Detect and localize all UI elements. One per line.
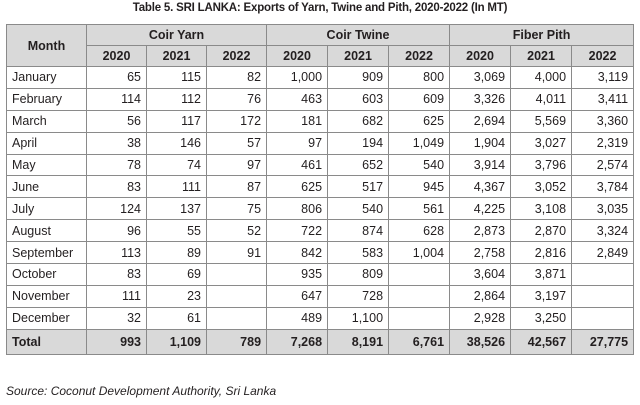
table-body [7,67,634,330]
value-cell [572,307,634,329]
header-row-years [7,46,634,67]
value-cell: 1,049 [389,132,450,154]
value-cell: 5,569 [511,110,572,132]
header-year: 2021 [328,46,389,67]
header-group-coir-twine: Coir Twine [267,25,450,46]
value-cell [389,285,450,307]
value-cell: 89 [147,242,207,264]
value-cell: 463 [267,88,328,110]
value-cell: 2,928 [450,307,511,329]
month-cell: February [7,88,87,110]
value-cell: 809 [328,264,389,286]
value-cell: 83 [87,264,147,286]
value-cell: 682 [328,110,389,132]
month-cell: September [7,242,87,264]
value-cell [572,264,634,286]
value-cell: 728 [328,285,389,307]
value-cell: 2,870 [511,220,572,242]
value-cell: 23 [147,285,207,307]
month-cell: November [7,285,87,307]
value-cell: 181 [267,110,328,132]
month-cell: December [7,307,87,329]
value-cell: 61 [147,307,207,329]
month-cell: April [7,132,87,154]
value-cell: 56 [87,110,147,132]
value-cell: 3,035 [572,198,634,220]
total-label: Total [7,329,87,354]
value-cell: 489 [267,307,328,329]
value-cell: 4,225 [450,198,511,220]
exports-table [6,24,634,355]
table-row [7,220,634,242]
source-note: Source: Coconut Development Authority, Sri Lanka [6,384,277,398]
value-cell: 583 [328,242,389,264]
month-cell: July [7,198,87,220]
value-cell: 647 [267,285,328,307]
value-cell [572,285,634,307]
value-cell: 652 [328,154,389,176]
value-cell: 2,864 [450,285,511,307]
value-cell: 111 [147,176,207,198]
table-row [7,154,634,176]
value-cell [207,307,267,329]
value-cell: 113 [87,242,147,264]
total-cell: 27,775 [572,329,634,354]
table-row [7,67,634,89]
value-cell: 172 [207,110,267,132]
value-cell: 146 [147,132,207,154]
value-cell: 909 [328,67,389,89]
total-row [7,329,634,354]
value-cell: 2,574 [572,154,634,176]
value-cell: 117 [147,110,207,132]
value-cell: 806 [267,198,328,220]
value-cell: 75 [207,198,267,220]
value-cell: 96 [87,220,147,242]
table-row [7,88,634,110]
value-cell [389,307,450,329]
value-cell: 3,324 [572,220,634,242]
value-cell: 874 [328,220,389,242]
value-cell: 3,784 [572,176,634,198]
value-cell: 3,069 [450,67,511,89]
header-year: 2020 [267,46,328,67]
value-cell: 3,250 [511,307,572,329]
value-cell [207,264,267,286]
header-year: 2020 [87,46,147,67]
value-cell: 4,011 [511,88,572,110]
table-row [7,285,634,307]
table-title: Table 5. SRI LANKA: Exports of Yarn, Twine and Pith, 2020-2022 (In MT) [132,2,508,14]
value-cell: 2,758 [450,242,511,264]
total-cell: 7,268 [267,329,328,354]
value-cell: 4,000 [511,67,572,89]
value-cell: 517 [328,176,389,198]
value-cell [207,285,267,307]
value-cell: 1,000 [267,67,328,89]
month-cell: March [7,110,87,132]
total-cell: 42,567 [511,329,572,354]
value-cell: 625 [267,176,328,198]
value-cell: 3,027 [511,132,572,154]
header-year: 2022 [572,46,634,67]
table-footer [7,329,634,354]
header-year: 2021 [147,46,207,67]
value-cell: 540 [389,154,450,176]
value-cell: 124 [87,198,147,220]
total-cell: 789 [207,329,267,354]
value-cell: 609 [389,88,450,110]
value-cell: 2,319 [572,132,634,154]
value-cell: 137 [147,198,207,220]
header-row-groups [7,25,634,46]
total-cell: 993 [87,329,147,354]
value-cell: 65 [87,67,147,89]
value-cell: 935 [267,264,328,286]
value-cell: 461 [267,154,328,176]
value-cell: 3,052 [511,176,572,198]
total-cell: 1,109 [147,329,207,354]
value-cell: 3,119 [572,67,634,89]
value-cell: 3,796 [511,154,572,176]
value-cell: 3,326 [450,88,511,110]
header-group-coir-yarn: Coir Yarn [87,25,267,46]
month-cell: May [7,154,87,176]
table-row [7,264,634,286]
value-cell: 76 [207,88,267,110]
value-cell: 111 [87,285,147,307]
value-cell: 97 [207,154,267,176]
month-cell: January [7,67,87,89]
value-cell: 603 [328,88,389,110]
value-cell: 561 [389,198,450,220]
value-cell: 1,100 [328,307,389,329]
header-year: 2021 [511,46,572,67]
total-cell: 8,191 [328,329,389,354]
header-group-fiber-pith: Fiber Pith [450,25,634,46]
value-cell: 2,873 [450,220,511,242]
value-cell: 78 [87,154,147,176]
value-cell: 112 [147,88,207,110]
value-cell: 55 [147,220,207,242]
table-row [7,132,634,154]
value-cell: 91 [207,242,267,264]
value-cell: 3,871 [511,264,572,286]
value-cell: 1,904 [450,132,511,154]
value-cell: 2,694 [450,110,511,132]
total-cell: 38,526 [450,329,511,354]
table-header [7,25,634,67]
value-cell: 4,367 [450,176,511,198]
value-cell: 3,108 [511,198,572,220]
value-cell: 3,604 [450,264,511,286]
value-cell: 1,004 [389,242,450,264]
value-cell [389,264,450,286]
value-cell: 115 [147,67,207,89]
value-cell: 114 [87,88,147,110]
header-year: 2022 [389,46,450,67]
table-row [7,242,634,264]
value-cell: 2,816 [511,242,572,264]
value-cell: 194 [328,132,389,154]
value-cell: 38 [87,132,147,154]
table-row [7,110,634,132]
table-row [7,307,634,329]
value-cell: 722 [267,220,328,242]
month-cell: August [7,220,87,242]
value-cell: 52 [207,220,267,242]
value-cell: 945 [389,176,450,198]
value-cell: 87 [207,176,267,198]
month-cell: October [7,264,87,286]
table-row [7,198,634,220]
total-cell: 6,761 [389,329,450,354]
header-month: Month [7,25,87,67]
value-cell: 82 [207,67,267,89]
value-cell: 842 [267,242,328,264]
value-cell: 628 [389,220,450,242]
header-year: 2020 [450,46,511,67]
header-year: 2022 [207,46,267,67]
value-cell: 2,849 [572,242,634,264]
value-cell: 3,197 [511,285,572,307]
value-cell: 32 [87,307,147,329]
value-cell: 3,411 [572,88,634,110]
month-cell: June [7,176,87,198]
value-cell: 3,360 [572,110,634,132]
value-cell: 97 [267,132,328,154]
value-cell: 3,914 [450,154,511,176]
value-cell: 83 [87,176,147,198]
value-cell: 625 [389,110,450,132]
value-cell: 540 [328,198,389,220]
value-cell: 57 [207,132,267,154]
value-cell: 69 [147,264,207,286]
table-row [7,176,634,198]
value-cell: 800 [389,67,450,89]
value-cell: 74 [147,154,207,176]
